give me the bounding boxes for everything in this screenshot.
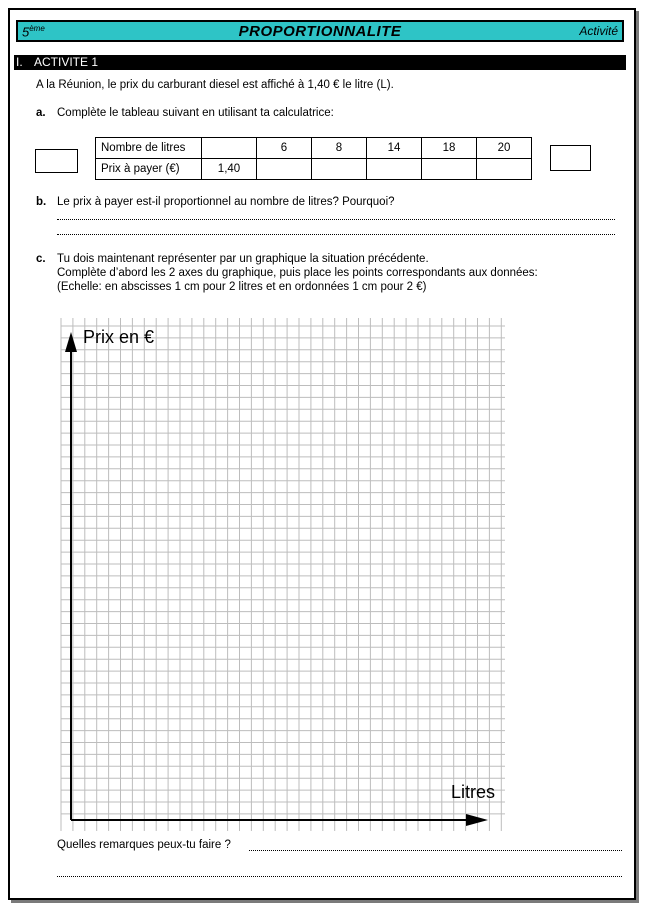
x-axis-label: Litres [451, 782, 496, 802]
part-a-label: a. [36, 107, 46, 119]
table-cell: 18 [422, 138, 477, 159]
table-cell: 1,40 [202, 159, 257, 180]
grid-lines [61, 318, 505, 831]
table-cell: 8 [312, 138, 367, 159]
row-label: Nombre de litres [96, 138, 202, 159]
table-cell: 20 [477, 138, 532, 159]
part-c-line: (Echelle: en abscisses 1 cm pour 2 litres et en ordonnées 1 cm pour 2 €) [57, 281, 427, 293]
y-axis-label: Prix en € [83, 327, 155, 347]
part-c-label: c. [36, 253, 46, 265]
answer-line[interactable] [249, 850, 622, 851]
part-b-text: Le prix à payer est-il proportionnel au nombre de litres? Pourquoi? [57, 196, 395, 208]
section-heading: I. ACTIVITE 1 [14, 55, 626, 70]
part-b-label: b. [36, 196, 47, 208]
part-a-text: Complète le tableau suivant en utilisant ta calculatrice: [57, 107, 334, 119]
part-c-line: Complète d’abord les 2 axes du graphique, puis place les points correspondants aux données: [57, 267, 538, 279]
level-label: 5ème [22, 24, 45, 40]
activity-tag: Activité [579, 24, 618, 38]
question-text: Quelles remarques peux-tu faire ? [57, 839, 231, 851]
table-cell: 14 [367, 138, 422, 159]
row-label: Prix à payer (€) [96, 159, 202, 180]
axes [65, 332, 488, 826]
page-title: PROPORTIONNALITE [238, 23, 402, 40]
part-c-line: Tu dois maintenant représenter par un graphique la situation précédente. [57, 253, 429, 265]
intro-text: A la Réunion, le prix du carburant diesel est affiché à 1,40 € le litre (L). [36, 79, 394, 91]
table-cell: 6 [257, 138, 312, 159]
answer-line[interactable] [57, 876, 622, 877]
y-arrow-icon [65, 332, 77, 352]
